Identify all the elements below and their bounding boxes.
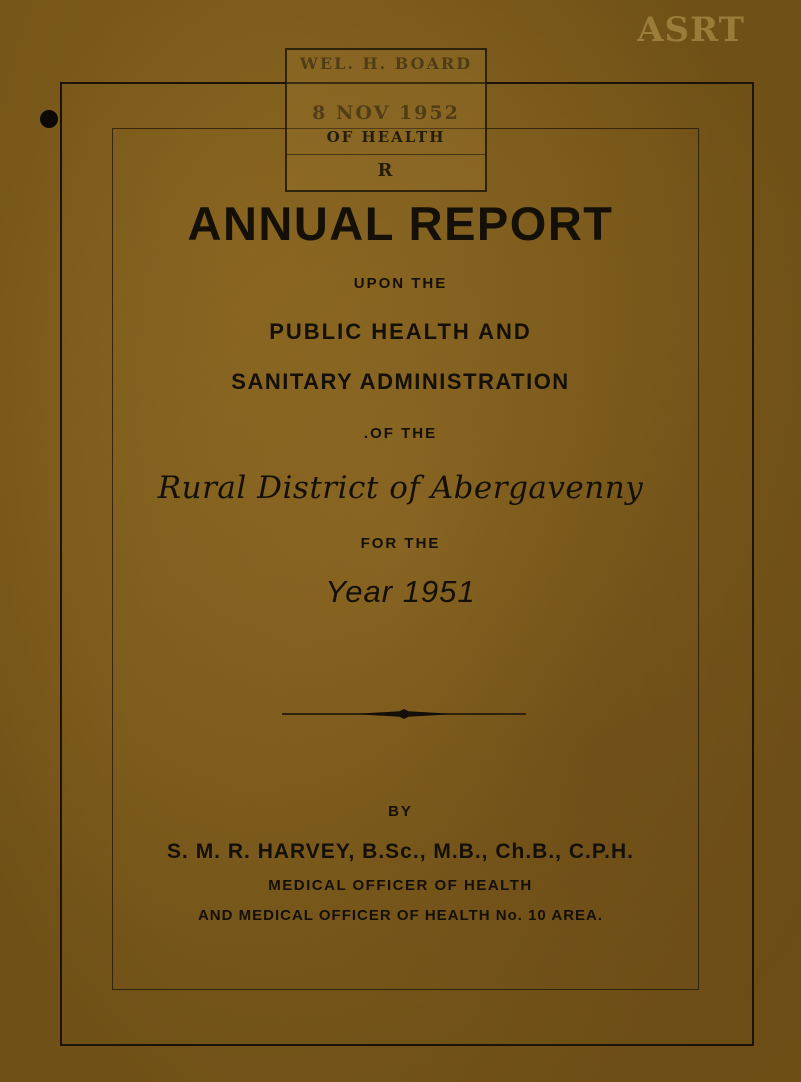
- received-stamp: [285, 48, 487, 192]
- report-year: Year 1951: [325, 574, 476, 609]
- stamp-line-1: WEL. H. BOARD: [299, 54, 473, 73]
- sanitary-administration-line: SANITARY ADMINISTRATION: [231, 369, 570, 394]
- stamp-line-3: OF HEALTH: [326, 128, 446, 146]
- upon-the-text: UPON THE: [353, 275, 448, 292]
- stamp-date: 8 NOV 1952: [312, 102, 460, 124]
- corner-mark: ASRT: [637, 10, 745, 50]
- stamp-divider: [287, 154, 485, 155]
- author-name: S. M. R. HARVEY, B.Sc., M.B., Ch.B., C.P.H.: [167, 840, 634, 863]
- public-health-line: PUBLIC HEALTH AND: [269, 319, 532, 344]
- author-role-2: AND MEDICAL OFFICER OF HEALTH No. 10 AREA.: [197, 907, 604, 924]
- for-the-text: FOR THE: [360, 535, 441, 552]
- report-title: ANNUAL REPORT: [187, 197, 614, 250]
- author-role-1: MEDICAL OFFICER OF HEALTH: [268, 877, 533, 894]
- punch-hole: [40, 110, 58, 128]
- by-text: BY: [388, 803, 413, 820]
- district-name: Rural District of Abergavenny: [157, 470, 644, 506]
- stamp-line-4: R: [377, 160, 395, 181]
- ornament-divider: [282, 706, 526, 722]
- of-the-text: .OF THE: [363, 425, 438, 442]
